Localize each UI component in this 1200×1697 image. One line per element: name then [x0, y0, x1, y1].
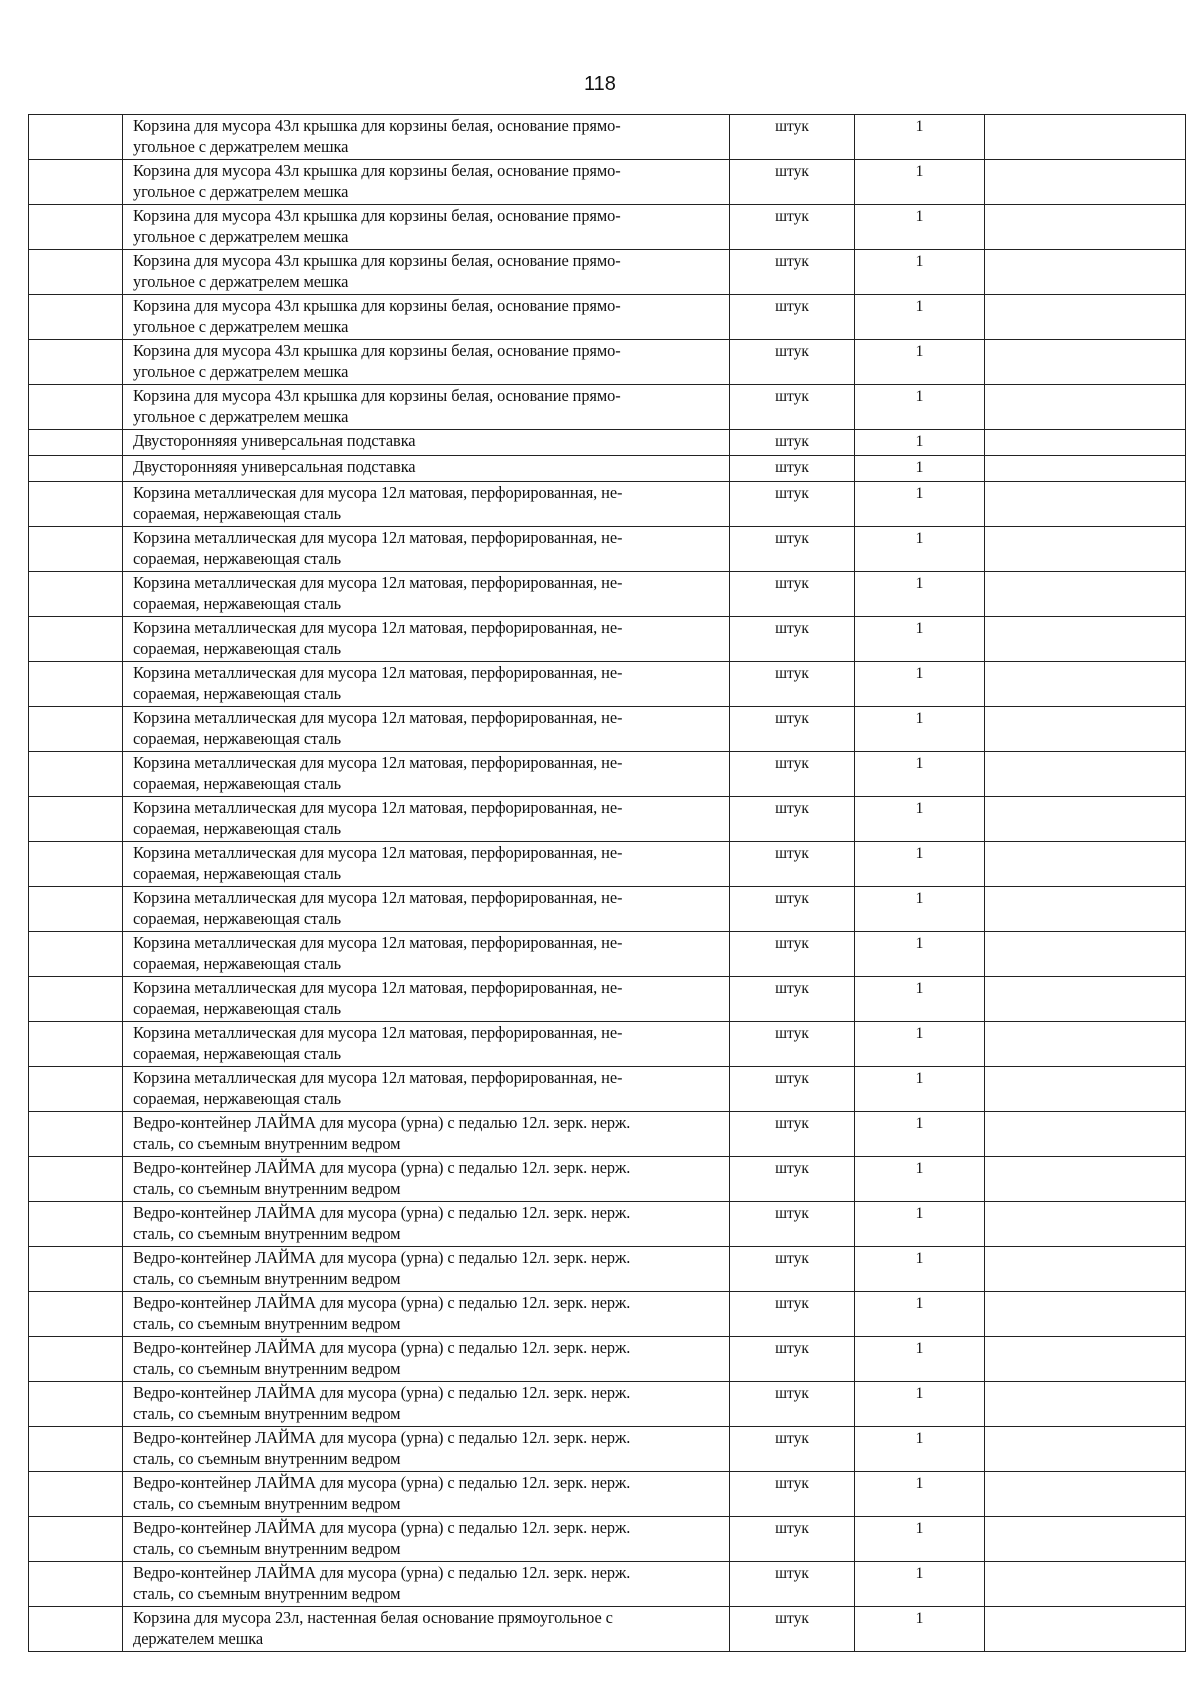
- unit-cell: штук: [730, 842, 855, 887]
- row-number-cell: [29, 1292, 123, 1337]
- unit-cell: штук: [730, 250, 855, 295]
- item-name-line: Ведро-контейнер ЛАЙМА для мусора (урна) с педалью 12л. зерк. нерж.: [133, 1338, 631, 1357]
- item-name-line: сталь, со съемным внутренним ведром: [133, 1448, 401, 1468]
- item-name-line: угольное с держатрелем мешка: [133, 181, 349, 201]
- table-row: [29, 1157, 1186, 1202]
- row-number-cell: [29, 932, 123, 977]
- row-number-cell: [29, 662, 123, 707]
- unit-cell: штук: [730, 662, 855, 707]
- table-row: [29, 1382, 1186, 1427]
- item-name-cell: [123, 205, 730, 250]
- item-name-line: сораемая, нержавеющая сталь: [133, 638, 342, 658]
- item-name-line: Корзина металлическая для мусора 12л матовая, перфорированная, не-: [133, 888, 623, 907]
- quantity-cell: 1: [855, 1292, 985, 1337]
- row-number-cell: [29, 1472, 123, 1517]
- item-name-cell: [123, 1247, 730, 1292]
- note-cell: [985, 385, 1186, 430]
- item-name-cell: [123, 1022, 730, 1067]
- item-name-line: сораемая, нержавеющая сталь: [133, 998, 342, 1018]
- quantity-cell: 1: [855, 250, 985, 295]
- table-row: [29, 115, 1186, 160]
- item-name-line: сталь, со съемным внутренним ведром: [133, 1313, 401, 1333]
- unit-cell: штук: [730, 1112, 855, 1157]
- quantity-cell: 1: [855, 1517, 985, 1562]
- unit-cell: штук: [730, 1337, 855, 1382]
- item-name-line: угольное с держатрелем мешка: [133, 226, 349, 246]
- item-name-line: сталь, со съемным внутренним ведром: [133, 1403, 401, 1423]
- table-row: [29, 797, 1186, 842]
- unit-cell: штук: [730, 1382, 855, 1427]
- table-row: [29, 1022, 1186, 1067]
- unit-cell: штук: [730, 1427, 855, 1472]
- quantity-cell: 1: [855, 115, 985, 160]
- note-cell: [985, 572, 1186, 617]
- item-name-line: Корзина металлическая для мусора 12л матовая, перфорированная, не-: [133, 483, 623, 502]
- table-row: [29, 385, 1186, 430]
- item-name-line: сталь, со съемным внутренним ведром: [133, 1223, 401, 1243]
- item-name-cell: [123, 456, 730, 482]
- item-name-cell: [123, 617, 730, 662]
- item-name-line: Ведро-контейнер ЛАЙМА для мусора (урна) с педалью 12л. зерк. нерж.: [133, 1383, 631, 1402]
- quantity-cell: 1: [855, 707, 985, 752]
- item-name-line: угольное с держатрелем мешка: [133, 316, 349, 336]
- quantity-cell: 1: [855, 1607, 985, 1652]
- quantity-cell: 1: [855, 887, 985, 932]
- unit-cell: штук: [730, 1157, 855, 1202]
- row-number-cell: [29, 707, 123, 752]
- table-row: [29, 1427, 1186, 1472]
- item-name-cell: [123, 842, 730, 887]
- item-name-line: сораемая, нержавеющая сталь: [133, 818, 342, 838]
- quantity-cell: 1: [855, 205, 985, 250]
- unit-cell: штук: [730, 527, 855, 572]
- quantity-cell: 1: [855, 430, 985, 456]
- quantity-cell: 1: [855, 1022, 985, 1067]
- item-name-line: Двусторонняяя универсальная подставка: [133, 431, 416, 450]
- note-cell: [985, 1067, 1186, 1112]
- unit-cell: штук: [730, 752, 855, 797]
- note-cell: [985, 1202, 1186, 1247]
- unit-cell: штук: [730, 1202, 855, 1247]
- item-name-line: сораемая, нержавеющая сталь: [133, 773, 342, 793]
- quantity-cell: 1: [855, 1247, 985, 1292]
- row-number-cell: [29, 1202, 123, 1247]
- table-row: [29, 1562, 1186, 1607]
- item-name-line: Ведро-контейнер ЛАЙМА для мусора (урна) с педалью 12л. зерк. нерж.: [133, 1113, 631, 1132]
- item-name-cell: [123, 752, 730, 797]
- inventory-table: [28, 114, 1186, 1652]
- unit-cell: штук: [730, 430, 855, 456]
- unit-cell: штук: [730, 887, 855, 932]
- item-name-line: Ведро-контейнер ЛАЙМА для мусора (урна) с педалью 12л. зерк. нерж.: [133, 1248, 631, 1267]
- row-number-cell: [29, 1562, 123, 1607]
- item-name-line: Ведро-контейнер ЛАЙМА для мусора (урна) с педалью 12л. зерк. нерж.: [133, 1428, 631, 1447]
- row-number-cell: [29, 527, 123, 572]
- item-name-cell: [123, 295, 730, 340]
- item-name-cell: [123, 797, 730, 842]
- note-cell: [985, 1562, 1186, 1607]
- item-name-cell: [123, 1607, 730, 1652]
- unit-cell: штук: [730, 1562, 855, 1607]
- table-row: [29, 707, 1186, 752]
- item-name-cell: [123, 1112, 730, 1157]
- unit-cell: штук: [730, 977, 855, 1022]
- row-number-cell: [29, 205, 123, 250]
- unit-cell: штук: [730, 340, 855, 385]
- item-name-line: Корзина металлическая для мусора 12л матовая, перфорированная, не-: [133, 663, 623, 682]
- table-row: [29, 617, 1186, 662]
- quantity-cell: 1: [855, 385, 985, 430]
- item-name-line: Корзина для мусора 43л крышка для корзины белая, основание прямо-: [133, 206, 621, 225]
- unit-cell: штук: [730, 1247, 855, 1292]
- unit-cell: штук: [730, 1472, 855, 1517]
- unit-cell: штук: [730, 707, 855, 752]
- item-name-line: Корзина металлическая для мусора 12л матовая, перфорированная, не-: [133, 843, 623, 862]
- item-name-line: сораемая, нержавеющая сталь: [133, 1088, 342, 1108]
- table-row: [29, 752, 1186, 797]
- quantity-cell: 1: [855, 662, 985, 707]
- note-cell: [985, 1517, 1186, 1562]
- item-name-line: сораемая, нержавеющая сталь: [133, 683, 342, 703]
- item-name-cell: [123, 977, 730, 1022]
- unit-cell: штук: [730, 1067, 855, 1112]
- note-cell: [985, 662, 1186, 707]
- item-name-line: сораемая, нержавеющая сталь: [133, 503, 342, 523]
- quantity-cell: 1: [855, 1202, 985, 1247]
- unit-cell: штук: [730, 572, 855, 617]
- quantity-cell: 1: [855, 617, 985, 662]
- row-number-cell: [29, 887, 123, 932]
- item-name-line: Ведро-контейнер ЛАЙМА для мусора (урна) с педалью 12л. зерк. нерж.: [133, 1203, 631, 1222]
- quantity-cell: 1: [855, 932, 985, 977]
- note-cell: [985, 932, 1186, 977]
- item-name-line: угольное с держатрелем мешка: [133, 406, 349, 426]
- row-number-cell: [29, 1067, 123, 1112]
- note-cell: [985, 1112, 1186, 1157]
- item-name-line: сталь, со съемным внутренним ведром: [133, 1178, 401, 1198]
- unit-cell: штук: [730, 1607, 855, 1652]
- item-name-line: Корзина для мусора 23л, настенная белая основание прямоугольное с: [133, 1608, 613, 1627]
- row-number-cell: [29, 115, 123, 160]
- quantity-cell: 1: [855, 1427, 985, 1472]
- table-row: [29, 572, 1186, 617]
- unit-cell: штук: [730, 1292, 855, 1337]
- quantity-cell: 1: [855, 977, 985, 1022]
- note-cell: [985, 977, 1186, 1022]
- note-cell: [985, 1022, 1186, 1067]
- item-name-line: Корзина металлическая для мусора 12л матовая, перфорированная, не-: [133, 978, 623, 997]
- item-name-cell: [123, 115, 730, 160]
- quantity-cell: 1: [855, 1067, 985, 1112]
- note-cell: [985, 1337, 1186, 1382]
- page-number: 118: [584, 73, 616, 95]
- item-name-line: сталь, со съемным внутренним ведром: [133, 1538, 401, 1558]
- unit-cell: штук: [730, 1517, 855, 1562]
- note-cell: [985, 295, 1186, 340]
- unit-cell: штук: [730, 205, 855, 250]
- note-cell: [985, 456, 1186, 482]
- quantity-cell: 1: [855, 752, 985, 797]
- item-name-line: Корзина для мусора 43л крышка для корзины белая, основание прямо-: [133, 386, 621, 405]
- item-name-cell: [123, 1202, 730, 1247]
- table-row: [29, 1472, 1186, 1517]
- table-row: [29, 160, 1186, 205]
- quantity-cell: 1: [855, 1337, 985, 1382]
- unit-cell: штук: [730, 797, 855, 842]
- note-cell: [985, 250, 1186, 295]
- row-number-cell: [29, 1247, 123, 1292]
- quantity-cell: 1: [855, 1382, 985, 1427]
- item-name-cell: [123, 482, 730, 527]
- note-cell: [985, 527, 1186, 572]
- unit-cell: штук: [730, 385, 855, 430]
- table-row: [29, 456, 1186, 482]
- note-cell: [985, 1382, 1186, 1427]
- item-name-line: угольное с держатрелем мешка: [133, 361, 349, 381]
- table-row: [29, 527, 1186, 572]
- item-name-line: Корзина для мусора 43л крышка для корзины белая, основание прямо-: [133, 116, 621, 135]
- row-number-cell: [29, 1112, 123, 1157]
- row-number-cell: [29, 456, 123, 482]
- table-row: [29, 662, 1186, 707]
- item-name-cell: [123, 1472, 730, 1517]
- item-name-line: Корзина металлическая для мусора 12л матовая, перфорированная, не-: [133, 528, 623, 547]
- note-cell: [985, 1247, 1186, 1292]
- unit-cell: штук: [730, 1022, 855, 1067]
- table-row: [29, 1337, 1186, 1382]
- note-cell: [985, 707, 1186, 752]
- item-name-line: сораемая, нержавеющая сталь: [133, 728, 342, 748]
- item-name-line: Ведро-контейнер ЛАЙМА для мусора (урна) с педалью 12л. зерк. нерж.: [133, 1518, 631, 1537]
- item-name-line: сталь, со съемным внутренним ведром: [133, 1583, 401, 1603]
- item-name-line: сталь, со съемным внутренним ведром: [133, 1268, 401, 1288]
- note-cell: [985, 887, 1186, 932]
- item-name-line: сораемая, нержавеющая сталь: [133, 908, 342, 928]
- item-name-cell: [123, 932, 730, 977]
- unit-cell: штук: [730, 456, 855, 482]
- note-cell: [985, 1157, 1186, 1202]
- item-name-cell: [123, 1517, 730, 1562]
- item-name-line: Корзина для мусора 43л крышка для корзины белая, основание прямо-: [133, 296, 621, 315]
- row-number-cell: [29, 1157, 123, 1202]
- quantity-cell: 1: [855, 527, 985, 572]
- item-name-line: Корзина металлическая для мусора 12л матовая, перфорированная, не-: [133, 798, 623, 817]
- note-cell: [985, 1292, 1186, 1337]
- row-number-cell: [29, 1382, 123, 1427]
- row-number-cell: [29, 160, 123, 205]
- table-row: [29, 932, 1186, 977]
- row-number-cell: [29, 250, 123, 295]
- quantity-cell: 1: [855, 295, 985, 340]
- quantity-cell: 1: [855, 340, 985, 385]
- item-name-cell: [123, 1382, 730, 1427]
- note-cell: [985, 1472, 1186, 1517]
- row-number-cell: [29, 1427, 123, 1472]
- note-cell: [985, 1427, 1186, 1472]
- table-row: [29, 1517, 1186, 1562]
- table-row: [29, 295, 1186, 340]
- row-number-cell: [29, 797, 123, 842]
- item-name-line: Корзина для мусора 43л крышка для корзины белая, основание прямо-: [133, 341, 621, 360]
- item-name-line: Корзина для мусора 43л крышка для корзины белая, основание прямо-: [133, 161, 621, 180]
- item-name-line: сталь, со съемным внутренним ведром: [133, 1133, 401, 1153]
- quantity-cell: 1: [855, 160, 985, 205]
- row-number-cell: [29, 977, 123, 1022]
- item-name-cell: [123, 1292, 730, 1337]
- item-name-cell: [123, 1157, 730, 1202]
- table-body: [29, 115, 1186, 1652]
- note-cell: [985, 617, 1186, 662]
- item-name-line: сораемая, нержавеющая сталь: [133, 548, 342, 568]
- note-cell: [985, 160, 1186, 205]
- row-number-cell: [29, 1607, 123, 1652]
- item-name-cell: [123, 707, 730, 752]
- table-row: [29, 1247, 1186, 1292]
- table-row: [29, 842, 1186, 887]
- row-number-cell: [29, 617, 123, 662]
- note-cell: [985, 482, 1186, 527]
- table-row: [29, 250, 1186, 295]
- table-row: [29, 1067, 1186, 1112]
- row-number-cell: [29, 752, 123, 797]
- item-name-line: Ведро-контейнер ЛАЙМА для мусора (урна) с педалью 12л. зерк. нерж.: [133, 1293, 631, 1312]
- item-name-line: Корзина металлическая для мусора 12л матовая, перфорированная, не-: [133, 618, 623, 637]
- unit-cell: штук: [730, 295, 855, 340]
- table-row: [29, 1202, 1186, 1247]
- inventory-table-container: [28, 114, 1168, 1652]
- item-name-cell: [123, 160, 730, 205]
- item-name-line: Ведро-контейнер ЛАЙМА для мусора (урна) с педалью 12л. зерк. нерж.: [133, 1473, 631, 1492]
- row-number-cell: [29, 1022, 123, 1067]
- item-name-cell: [123, 527, 730, 572]
- item-name-cell: [123, 1337, 730, 1382]
- unit-cell: штук: [730, 482, 855, 527]
- item-name-line: Корзина для мусора 43л крышка для корзины белая, основание прямо-: [133, 251, 621, 270]
- table-row: [29, 887, 1186, 932]
- item-name-line: сталь, со съемным внутренним ведром: [133, 1358, 401, 1378]
- item-name-line: сораемая, нержавеющая сталь: [133, 1043, 342, 1063]
- item-name-line: сталь, со съемным внутренним ведром: [133, 1493, 401, 1513]
- note-cell: [985, 340, 1186, 385]
- item-name-line: Корзина металлическая для мусора 12л матовая, перфорированная, не-: [133, 933, 623, 952]
- item-name-cell: [123, 1067, 730, 1112]
- quantity-cell: 1: [855, 797, 985, 842]
- item-name-cell: [123, 572, 730, 617]
- row-number-cell: [29, 295, 123, 340]
- unit-cell: штук: [730, 160, 855, 205]
- item-name-line: Корзина металлическая для мусора 12л матовая, перфорированная, не-: [133, 1023, 623, 1042]
- note-cell: [985, 430, 1186, 456]
- note-cell: [985, 115, 1186, 160]
- quantity-cell: 1: [855, 572, 985, 617]
- row-number-cell: [29, 1337, 123, 1382]
- row-number-cell: [29, 482, 123, 527]
- quantity-cell: 1: [855, 456, 985, 482]
- row-number-cell: [29, 385, 123, 430]
- unit-cell: штук: [730, 932, 855, 977]
- item-name-line: Корзина металлическая для мусора 12л матовая, перфорированная, не-: [133, 708, 623, 727]
- row-number-cell: [29, 430, 123, 456]
- item-name-line: сораемая, нержавеющая сталь: [133, 953, 342, 973]
- table-row: [29, 205, 1186, 250]
- item-name-cell: [123, 430, 730, 456]
- row-number-cell: [29, 572, 123, 617]
- quantity-cell: 1: [855, 1562, 985, 1607]
- row-number-cell: [29, 842, 123, 887]
- quantity-cell: 1: [855, 842, 985, 887]
- quantity-cell: 1: [855, 1472, 985, 1517]
- item-name-line: сораемая, нержавеющая сталь: [133, 863, 342, 883]
- item-name-line: угольное с держатрелем мешка: [133, 271, 349, 291]
- table-row: [29, 1607, 1186, 1652]
- note-cell: [985, 842, 1186, 887]
- item-name-line: Ведро-контейнер ЛАЙМА для мусора (урна) с педалью 12л. зерк. нерж.: [133, 1563, 631, 1582]
- item-name-cell: [123, 887, 730, 932]
- row-number-cell: [29, 1517, 123, 1562]
- item-name-line: Корзина металлическая для мусора 12л матовая, перфорированная, не-: [133, 1068, 623, 1087]
- item-name-line: держателем мешка: [133, 1628, 264, 1648]
- item-name-cell: [123, 1562, 730, 1607]
- item-name-cell: [123, 340, 730, 385]
- item-name-line: угольное с держатрелем мешка: [133, 136, 349, 156]
- table-row: [29, 482, 1186, 527]
- item-name-cell: [123, 385, 730, 430]
- item-name-cell: [123, 250, 730, 295]
- item-name-line: Корзина металлическая для мусора 12л матовая, перфорированная, не-: [133, 573, 623, 592]
- note-cell: [985, 797, 1186, 842]
- note-cell: [985, 205, 1186, 250]
- item-name-line: сораемая, нержавеющая сталь: [133, 593, 342, 613]
- unit-cell: штук: [730, 617, 855, 662]
- table-row: [29, 430, 1186, 456]
- quantity-cell: 1: [855, 1157, 985, 1202]
- note-cell: [985, 752, 1186, 797]
- table-row: [29, 977, 1186, 1022]
- item-name-line: Двусторонняяя универсальная подставка: [133, 457, 416, 476]
- table-row: [29, 1112, 1186, 1157]
- quantity-cell: 1: [855, 1112, 985, 1157]
- item-name-line: Ведро-контейнер ЛАЙМА для мусора (урна) с педалью 12л. зерк. нерж.: [133, 1158, 631, 1177]
- item-name-cell: [123, 1427, 730, 1472]
- item-name-line: Корзина металлическая для мусора 12л матовая, перфорированная, не-: [133, 753, 623, 772]
- unit-cell: штук: [730, 115, 855, 160]
- row-number-cell: [29, 340, 123, 385]
- table-row: [29, 1292, 1186, 1337]
- note-cell: [985, 1607, 1186, 1652]
- table-row: [29, 340, 1186, 385]
- quantity-cell: 1: [855, 482, 985, 527]
- item-name-cell: [123, 662, 730, 707]
